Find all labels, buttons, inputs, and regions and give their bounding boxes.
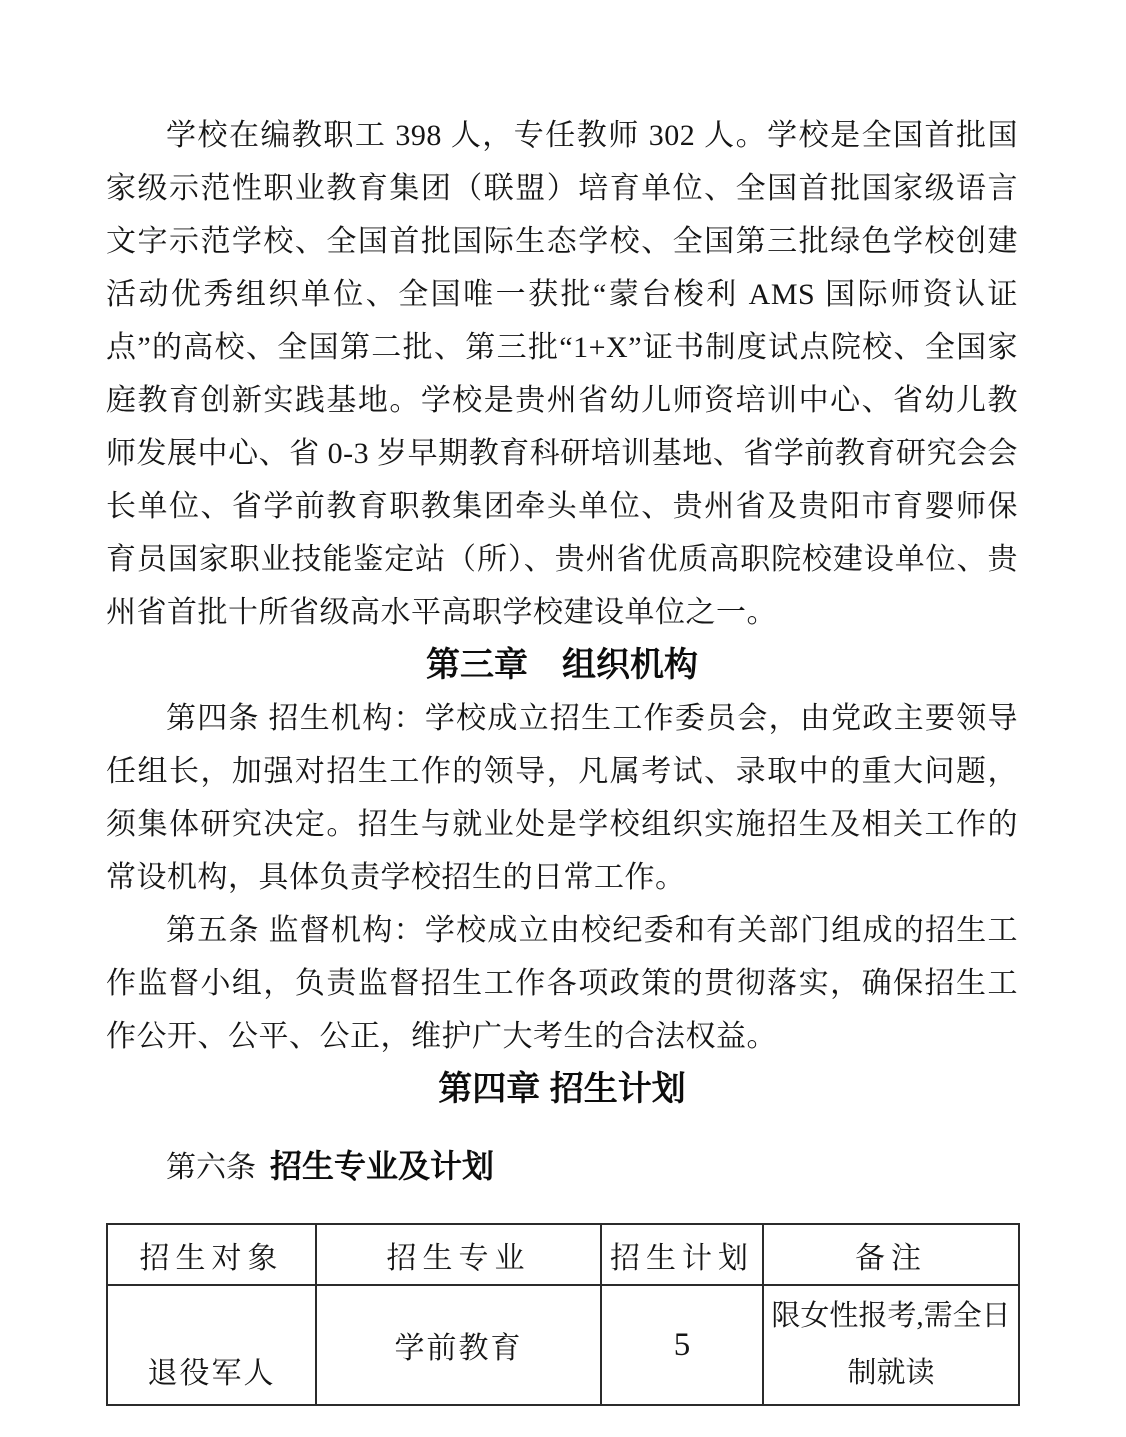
header-target-group: 招生对象: [107, 1224, 316, 1285]
cell-note: 限女性报考,需全日制就读: [763, 1285, 1019, 1405]
header-plan-count: 招生计划: [601, 1224, 763, 1285]
cell-plan-count: 5: [601, 1285, 763, 1405]
article-6-heading: [106, 1140, 1018, 1194]
admission-plan-table: [106, 1223, 1020, 1406]
cell-major: 学前教育: [316, 1285, 601, 1405]
table-row: [107, 1285, 1019, 1405]
article-6-title: 招生专业及计划: [270, 1148, 495, 1184]
chapter-4-heading: 第四章 招生计划: [438, 1070, 686, 1108]
article-6-label: 第六条: [166, 1151, 256, 1184]
document-content: [106, 0, 1018, 1406]
paragraph-school-overview: 学校在编教职工 398 人，专任教师 302 人。学校是全国首批国家级示范性职业教育集团（联盟）培育单位、全国首批国家级语言文字示范学校、全国首批国际生态学校、全国第三批绿色学校创建活动优秀组织单位、全国唯一获批“蒙台梭利 AMS 国际师资认证点”的高校、全国第二批、第三批“1+X”证书制度试点院校、全国家庭教育创新实践基地。学校是贵州省幼儿师资培训中心、省幼儿教师发展中心、省 0-3 岁早期教育科研培训基地、省学前教育研究会会长单位、省学前教育职教集团牵头单位、贵州省及贵阳市育婴师保育员国家职业技能鉴定站（所）、贵州省优质高职院校建设单位、贵州省首批十所省级高水平高职学校建设单位之一。: [106, 119, 1018, 629]
cell-target-group: 退役军人: [107, 1285, 316, 1405]
header-major: 招生专业: [316, 1224, 601, 1285]
paragraph-article-4: 第四条 招生机构：学校成立招生工作委员会，由党政主要领导任组长，加强对招生工作的领导，凡属考试、录取中的重大问题，须集体研究决定。招生与就业处是学校组织实施招生及相关工作的常设机构，具体负责学校招生的日常工作。: [106, 702, 1018, 894]
paragraph-article-5: 第五条 监督机构：学校成立由校纪委和有关部门组成的招生工作监督小组，负责监督招生工作各项政策的贯彻落实，确保招生工作公开、公平、公正，维护广大考生的合法权益。: [106, 914, 1018, 1053]
header-note: 备注: [763, 1224, 1019, 1285]
table-header-row: [107, 1224, 1019, 1285]
chapter-3-heading: 第三章 组织机构: [426, 646, 698, 684]
